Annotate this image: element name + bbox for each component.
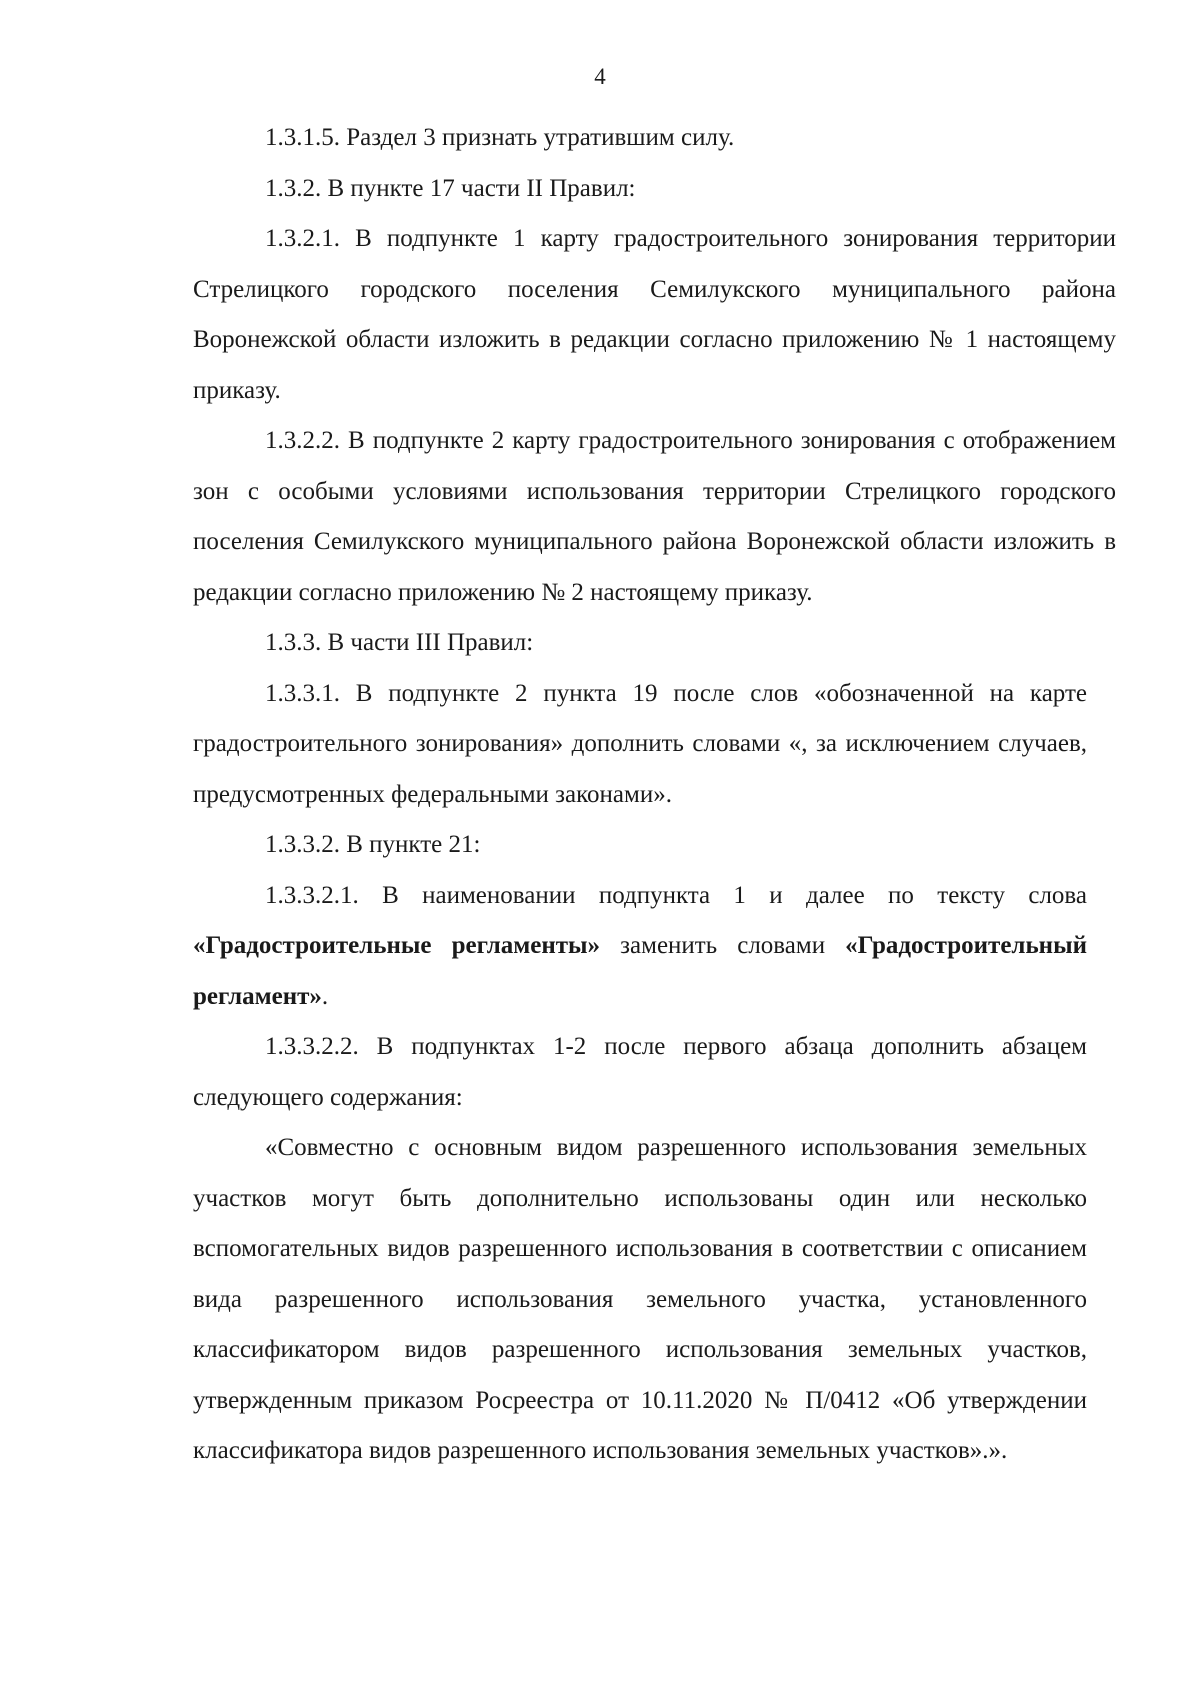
- paragraph-1-3-2-1: 1.3.2.1. В подпункте 1 карту градостроительного зонирования территории Стрелицкого городского поселения Семилукского муниципального района Воронежской области изложить в редакции согласно приложению № 1 настоящему приказу.: [193, 225, 1116, 404]
- paragraph-1-3-2-2: 1.3.2.2. В подпункте 2 карту градостроительного зонирования с отображением зон с особыми условиями использования территории Стрелицкого городского поселения Семилукского муниципального района Воронежской области изложить в редакции согласно приложению № 2 настоящему приказу.: [193, 427, 1116, 606]
- bold-quote-new-term: «Градостроительный регламент»: [193, 932, 1087, 1010]
- paragraph-text: заменить словами: [600, 932, 846, 959]
- paragraph-1-3-3-2-2: 1.3.3.2.2. В подпунктах 1-2 после первого абзаца дополнить абзацем следующего содержания:: [193, 1033, 1087, 1111]
- paragraph-quoted-addition: «Совместно с основным видом разрешенного использования земельных участков могут быть дополнительно использованы один или несколько вспомогательных видов разрешенного использования в соответствии с описанием вида разрешенного использования земельного участка, установленного классификатором видов разрешенного использования земельных участков, утвержденным приказом Росреестра от 10.11.2020 № П/0412 «Об утверждении классификатора видов разрешенного использования земельных участков».».: [193, 1134, 1087, 1464]
- paragraph-1-3-2: 1.3.2. В пункте 17 части II Правил:: [265, 174, 636, 202]
- paragraph-1-3-3-2-1: [193, 871, 1087, 1023]
- page-number: 4: [594, 64, 606, 89]
- paragraph-1-3-3-2: 1.3.3.2. В пункте 21:: [265, 831, 481, 858]
- paragraph-1-3-3: 1.3.3. В части III Правил:: [265, 629, 534, 656]
- paragraph-1-3-1-5: 1.3.1.5. Раздел 3 признать утратившим силу.: [265, 124, 735, 151]
- document-body: [193, 113, 1116, 1477]
- paragraph-text: .: [321, 982, 329, 1010]
- bold-quote-old-term: «Градостроительные регламенты»: [193, 932, 601, 959]
- paragraph-1-3-3-1: 1.3.3.1. В подпункте 2 пункта 19 после слов «обозначенной на карте градостроительного зонирования» дополнить словами «, за исключением случаев, предусмотренных федеральными законами».: [193, 679, 1087, 808]
- paragraph-text: 1.3.3.2.1. В наименовании подпункта 1 и далее по тексту слова: [265, 881, 1087, 909]
